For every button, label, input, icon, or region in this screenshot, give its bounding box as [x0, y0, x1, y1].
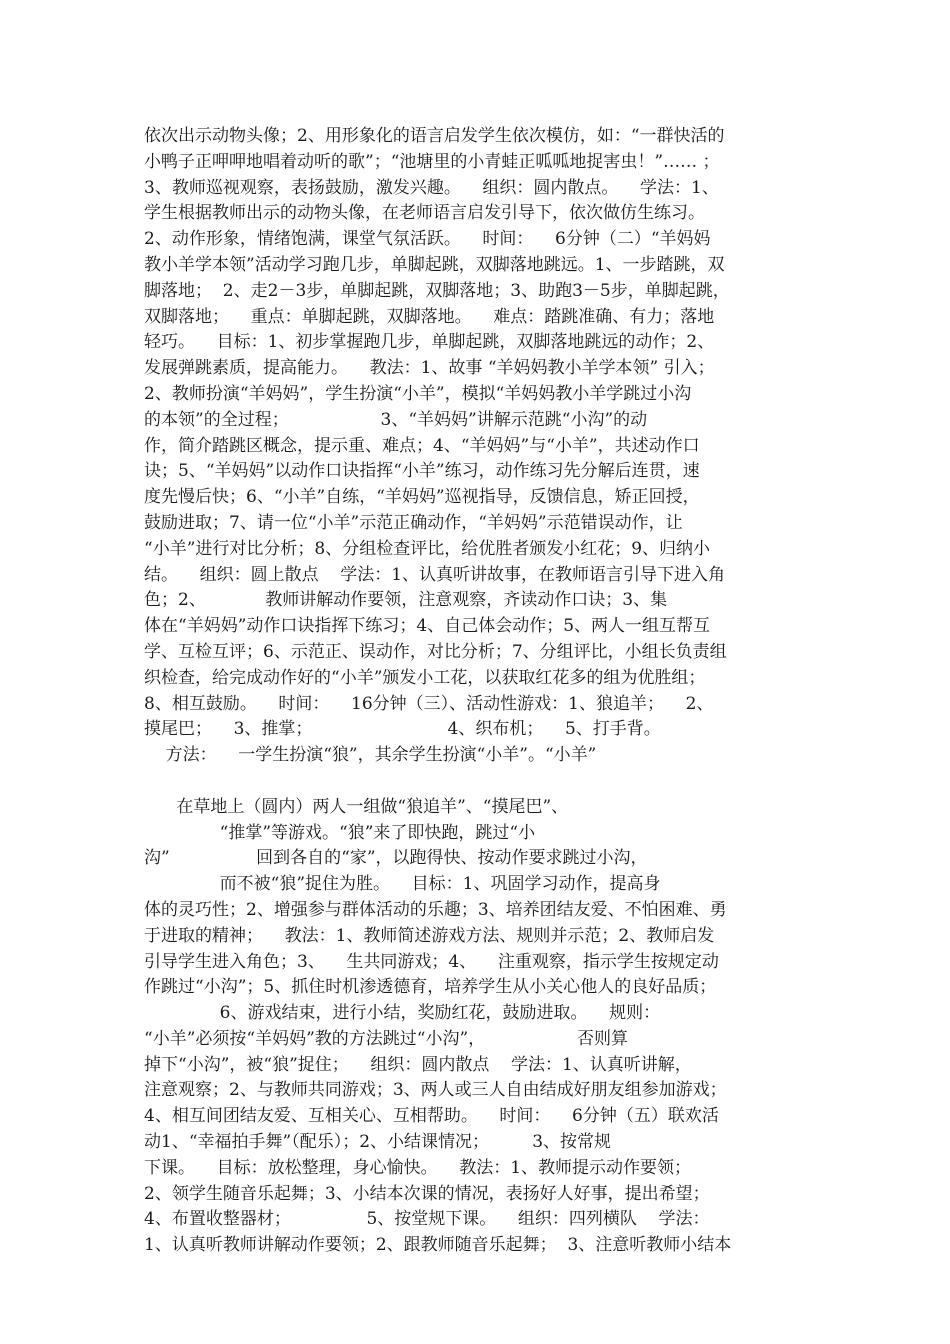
text-line: 学、互检互评；6、示范正、误动作，对比分析；7、分组评比，小组长负责组	[144, 641, 727, 662]
text-line: 8、相互鼓励。 时间： 16分钟（三）、活动性游戏：1、狼追羊； 2、	[144, 693, 714, 714]
text-line: 织检查，给完成动作好的“小羊”颁发小工花，以获取红花多的组为优胜组；	[144, 667, 706, 688]
text-line: 体的灵巧性；2、增强参与群体活动的乐趣；3、培养团结友爱、不怕困难、勇	[144, 899, 727, 920]
text-line: 轻巧。 目标：1、初步掌握跑几步，单脚起跳，双脚落地跳远的动作；2、	[144, 332, 715, 353]
text-line: 4、布置收整器材； 5、按堂规下课。 组织：四列横队 学法：	[144, 1209, 710, 1230]
text-line: 6、游戏结束，进行小结，奖励红花，鼓励进取。 规则：	[144, 1003, 661, 1024]
text-line: 1、认真听教师讲解动作要领；2、跟教师随音乐起舞； 3、注意听教师小结本	[144, 1235, 732, 1256]
text-line: “小羊”必须按“羊妈妈”教的方法跳过“小沟”， 否则算	[144, 1028, 629, 1049]
text-line: 小鸭子正呷呷地唱着动听的歌”；“池塘里的小青蛙正呱呱地捉害虫！”…… ；	[144, 151, 720, 172]
text-line: 的本领”的全过程； 3、“羊妈妈”讲解示范跳“小沟”的动	[144, 409, 648, 430]
text-line: 在草地上（圆内）两人一组做“狼追羊”、“摸尾巴”、	[144, 796, 569, 817]
text-line: 3、教师巡视观察，表扬鼓励，激发兴趣。 组织：圆内散点。 学法：1、	[144, 177, 719, 198]
text-line: 诀；5、“羊妈妈”以动作口诀指挥“小羊”练习，动作练习先分解后连贯，速	[144, 461, 700, 482]
text-line: 摸尾巴； 3、推掌； 4、织布机； 5、打手背。	[144, 719, 661, 740]
text-line: 结。 组织：圆上散点 学法：1、认真听讲故事，在教师语言引导下进入角	[144, 564, 726, 585]
text-line: 注意观察；2、与教师共同游戏；3、两人或三人自由结成好朋友组参加游戏；	[144, 1080, 727, 1101]
text-line: 作，简介踏跳区概念，提示重、难点；4、“羊妈妈”与“小羊”，共述动作口	[144, 435, 700, 456]
text-line: 下课。 目标：放松整理，身心愉快。 教法：1、教师提示动作要领；	[144, 1157, 692, 1178]
text-line	[144, 769, 814, 795]
text-line: 动1、“幸福拍手舞”（配乐）；2、小结课情况； 3、按常规	[144, 1132, 612, 1153]
text-line: 4、相互间团结友爱、互相关心、互相帮助。 时间： 6分钟（五）联欢活	[144, 1106, 719, 1127]
text-line: 学生根据教师出示的动物头像，在老师语言启发引导下，依次做仿生练习。	[144, 203, 705, 224]
text-line: 依次出示动物头像；2、用形象化的语言启发学生依次模仿，如：“一群快活的	[144, 126, 725, 146]
text-line: 方法： 一学生扮演“狼”，其余学生扮演“小羊”。“小羊”	[144, 745, 597, 766]
text-line: 体在“羊妈妈”动作口诀指挥下练习；4、自己体会动作；5、两人一组互帮互	[144, 616, 711, 637]
text-line: “小羊”进行对比分析；8、分组检查评比，给优胜者颁发小红花；9、归纳小	[144, 538, 711, 559]
document-body	[144, 124, 814, 1259]
text-line: 而不被“狼”捉住为胜。 目标：1、巩固学习动作，提高身	[144, 874, 661, 895]
text-line: 发展弹跳素质，提高能力。 教法：1、故事 “羊妈妈教小羊学本领” 引入；	[144, 358, 715, 379]
text-line: 脚落地； 2、走2－3步，单脚起跳，双脚落地；3、助跑3－5步，单脚起跳，	[144, 280, 730, 301]
text-line: 2、动作形象，情绪饱满，课堂气氛活跃。 时间： 6分钟（二）“羊妈妈	[144, 229, 711, 250]
text-line: 2、领学生随音乐起舞；3、小结本次课的情况，表扬好人好事，提出希望；	[144, 1183, 710, 1204]
text-line: 引导学生进入角色；3、 生共同游戏；4、 注重观察，指示学生按规定动	[144, 951, 719, 972]
text-line: 双脚落地； 重点：单脚起跳，双脚落地。 难点：踏跳准确、有力；落地	[144, 306, 715, 327]
text-line: 色；2、 教师讲解动作要领，注意观察，齐读动作口诀；3、集	[144, 590, 668, 611]
text-line: 度先慢后快；6、“小羊”自练，“羊妈妈”巡视指导，反馈信息，矫正回授，	[144, 487, 700, 508]
text-line: 沟” 回到各自的“家”，以跑得快、按动作要求跳过小沟，	[144, 848, 648, 869]
text-line: 鼓励进取；7、请一位“小羊”示范正确动作，“羊妈妈”示范错误动作，让	[144, 512, 683, 533]
text-line: 教小羊学本领”活动学习跑几步，单脚起跳，双脚落地跳远。1、一步踏跳，双	[144, 254, 725, 275]
text-line: 2、教师扮演“羊妈妈”，学生扮演“小羊”，模拟“羊妈妈教小羊学跳过小沟	[144, 383, 692, 404]
text-line: 掉下“小沟”，被“狼”捉住； 组织：圆内散点 学法：1、认真听讲解，	[144, 1054, 692, 1075]
text-line: 于进取的精神； 教法：1、教师简述游戏方法、规则并示范；2、教师启发	[144, 925, 715, 946]
text-line: 作跳过“小沟”；5、抓住时机渗透德育，培养学生从小关心他人的良好品质；	[144, 977, 717, 998]
text-line: “推掌”等游戏。“狼”来了即快跑，跳过“小	[144, 822, 536, 843]
